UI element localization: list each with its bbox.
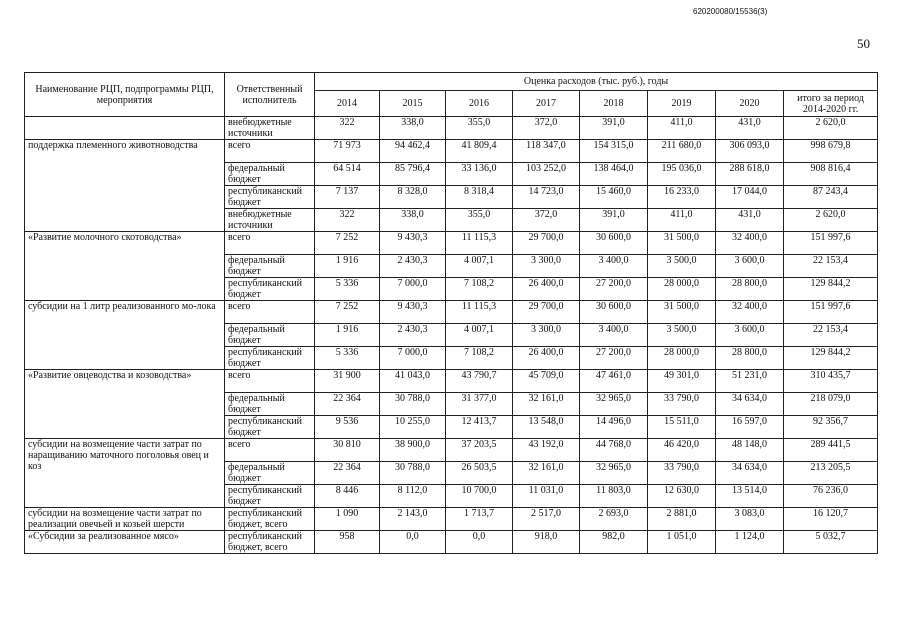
cell-total: 151 997,6 (784, 301, 878, 324)
cell-value: 391,0 (580, 117, 648, 140)
cell-value: 16 597,0 (716, 416, 784, 439)
cell-total: 5 032,7 (784, 531, 878, 554)
cell-total: 87 243,4 (784, 186, 878, 209)
cell-value: 7 252 (315, 232, 380, 255)
cell-value: 288 618,0 (716, 163, 784, 186)
cell-value: 71 973 (315, 140, 380, 163)
cell-value: 8 328,0 (380, 186, 446, 209)
cell-total: 310 435,7 (784, 370, 878, 393)
cell-total: 22 153,4 (784, 324, 878, 347)
cell-value: 3 600,0 (716, 255, 784, 278)
cell-value: 1 051,0 (648, 531, 716, 554)
cell-value: 372,0 (513, 117, 580, 140)
row-source: республиканский бюджет (225, 347, 315, 370)
table-row (25, 117, 878, 140)
table-row (25, 370, 878, 393)
cell-value: 3 500,0 (648, 255, 716, 278)
row-source: республиканский бюджет (225, 278, 315, 301)
cell-value: 118 347,0 (513, 140, 580, 163)
cell-value: 32 161,0 (513, 462, 580, 485)
cell-value: 7 108,2 (446, 347, 513, 370)
cell-value: 16 233,0 (648, 186, 716, 209)
cell-value: 2 143,0 (380, 508, 446, 531)
cell-value: 94 462,4 (380, 140, 446, 163)
cell-value: 2 430,3 (380, 324, 446, 347)
cell-value: 11 115,3 (446, 232, 513, 255)
cell-total: 22 153,4 (784, 255, 878, 278)
cell-value: 85 796,4 (380, 163, 446, 186)
table-row (25, 232, 878, 255)
cell-total: 129 844,2 (784, 347, 878, 370)
cell-value: 411,0 (648, 209, 716, 232)
cell-value: 0,0 (380, 531, 446, 554)
cell-value: 1 090 (315, 508, 380, 531)
cell-value: 30 600,0 (580, 232, 648, 255)
cell-value: 22 364 (315, 462, 380, 485)
header-year: 2020 (716, 91, 784, 117)
cell-value: 22 364 (315, 393, 380, 416)
cell-value: 32 965,0 (580, 462, 648, 485)
cell-total: 151 997,6 (784, 232, 878, 255)
cell-value: 2 517,0 (513, 508, 580, 531)
cell-value: 2 430,3 (380, 255, 446, 278)
cell-value: 31 900 (315, 370, 380, 393)
row-source: всего (225, 301, 315, 324)
cell-value: 28 000,0 (648, 347, 716, 370)
cell-value: 9 536 (315, 416, 380, 439)
header-year: 2014 (315, 91, 380, 117)
cell-value: 38 900,0 (380, 439, 446, 462)
header-year: 2017 (513, 91, 580, 117)
cell-value: 355,0 (446, 209, 513, 232)
cell-value: 11 115,3 (446, 301, 513, 324)
cell-value: 7 137 (315, 186, 380, 209)
row-source: федеральный бюджет (225, 462, 315, 485)
cell-value: 32 965,0 (580, 393, 648, 416)
cell-value: 372,0 (513, 209, 580, 232)
cell-value: 3 300,0 (513, 324, 580, 347)
cell-value: 0,0 (446, 531, 513, 554)
cell-value: 431,0 (716, 209, 784, 232)
cell-total: 16 120,7 (784, 508, 878, 531)
cell-value: 918,0 (513, 531, 580, 554)
header-year: 2018 (580, 91, 648, 117)
cell-value: 3 500,0 (648, 324, 716, 347)
cell-value: 17 044,0 (716, 186, 784, 209)
cell-total: 218 079,0 (784, 393, 878, 416)
cell-value: 11 803,0 (580, 485, 648, 508)
row-name: субсидии на возмещение части затрат по реализации овечьей и козьей шерсти (25, 508, 225, 531)
cell-value: 43 192,0 (513, 439, 580, 462)
cell-value: 13 548,0 (513, 416, 580, 439)
cell-value: 958 (315, 531, 380, 554)
cell-total: 92 356,7 (784, 416, 878, 439)
header-estimate: Оценка расходов (тыс. руб.), годы (315, 73, 878, 91)
cell-value: 41 809,4 (446, 140, 513, 163)
table-row (25, 531, 878, 554)
cell-value: 32 400,0 (716, 232, 784, 255)
row-source: всего (225, 370, 315, 393)
cell-value: 48 148,0 (716, 439, 784, 462)
cell-total: 129 844,2 (784, 278, 878, 301)
cell-value: 45 709,0 (513, 370, 580, 393)
cell-value: 195 036,0 (648, 163, 716, 186)
cell-value: 138 464,0 (580, 163, 648, 186)
page-number: 50 (857, 36, 870, 51)
header-total: итого за период 2014-2020 гг. (784, 91, 878, 117)
row-source: республиканский бюджет (225, 186, 315, 209)
table-row (25, 508, 878, 531)
cell-value: 34 634,0 (716, 462, 784, 485)
cell-value: 28 800,0 (716, 278, 784, 301)
cell-value: 30 600,0 (580, 301, 648, 324)
cell-value: 15 460,0 (580, 186, 648, 209)
cell-value: 982,0 (580, 531, 648, 554)
cell-value: 8 446 (315, 485, 380, 508)
header-year: 2019 (648, 91, 716, 117)
cell-value: 306 093,0 (716, 140, 784, 163)
cell-value: 411,0 (648, 117, 716, 140)
cell-value: 3 600,0 (716, 324, 784, 347)
row-source: федеральный бюджет (225, 393, 315, 416)
cell-value: 26 400,0 (513, 347, 580, 370)
cell-value: 44 768,0 (580, 439, 648, 462)
cell-value: 31 500,0 (648, 301, 716, 324)
cell-value: 26 503,5 (446, 462, 513, 485)
row-source: федеральный бюджет (225, 163, 315, 186)
row-name: «Субсидии за реализованное мясо» (25, 531, 225, 554)
cell-value: 3 400,0 (580, 324, 648, 347)
row-source: всего (225, 140, 315, 163)
row-source: республиканский бюджет, всего (225, 531, 315, 554)
cell-value: 338,0 (380, 117, 446, 140)
cell-value: 32 400,0 (716, 301, 784, 324)
cell-total: 76 236,0 (784, 485, 878, 508)
cell-value: 32 161,0 (513, 393, 580, 416)
header-responsible: Ответственный исполнитель (225, 73, 315, 117)
row-source: федеральный бюджет (225, 255, 315, 278)
cell-total: 213 205,5 (784, 462, 878, 485)
cell-value: 37 203,5 (446, 439, 513, 462)
cell-value: 12 413,7 (446, 416, 513, 439)
cell-value: 2 693,0 (580, 508, 648, 531)
row-name: «Развитие овцеводства и козоводства» (25, 370, 225, 439)
cell-value: 29 700,0 (513, 301, 580, 324)
cell-value: 8 318,4 (446, 186, 513, 209)
row-source: республиканский бюджет (225, 485, 315, 508)
row-name: субсидии на возмещение части затрат по наращиванию маточного поголовья овец и коз (25, 439, 225, 508)
cell-value: 30 788,0 (380, 393, 446, 416)
cell-value: 49 301,0 (648, 370, 716, 393)
cell-value: 3 083,0 (716, 508, 784, 531)
row-name: субсидии на 1 литр реализованного мо-лока (25, 301, 225, 370)
cell-value: 33 790,0 (648, 462, 716, 485)
row-name: поддержка племенного животноводства (25, 140, 225, 232)
cell-value: 12 630,0 (648, 485, 716, 508)
cell-total: 908 816,4 (784, 163, 878, 186)
table-body (25, 117, 878, 554)
cell-value: 14 723,0 (513, 186, 580, 209)
document-id: 620200080/15536(3) (693, 7, 768, 16)
cell-value: 338,0 (380, 209, 446, 232)
cell-value: 46 420,0 (648, 439, 716, 462)
cell-value: 34 634,0 (716, 393, 784, 416)
row-source: федеральный бюджет (225, 324, 315, 347)
cell-value: 7 000,0 (380, 347, 446, 370)
row-name: «Развитие молочного скотоводства» (25, 232, 225, 301)
cell-total: 289 441,5 (784, 439, 878, 462)
cell-value: 10 700,0 (446, 485, 513, 508)
header-year: 2016 (446, 91, 513, 117)
cell-value: 154 315,0 (580, 140, 648, 163)
cell-value: 1 916 (315, 324, 380, 347)
row-source: внебюджетные источники (225, 117, 315, 140)
cell-value: 33 136,0 (446, 163, 513, 186)
cell-value: 1 713,7 (446, 508, 513, 531)
cell-total: 2 620,0 (784, 209, 878, 232)
cell-value: 30 810 (315, 439, 380, 462)
cell-value: 28 000,0 (648, 278, 716, 301)
cell-value: 5 336 (315, 347, 380, 370)
table-row (25, 140, 878, 163)
cell-total: 998 679,8 (784, 140, 878, 163)
cell-value: 7 108,2 (446, 278, 513, 301)
cell-value: 11 031,0 (513, 485, 580, 508)
cell-value: 4 007,1 (446, 255, 513, 278)
cell-value: 322 (315, 117, 380, 140)
row-source: всего (225, 439, 315, 462)
cell-value: 355,0 (446, 117, 513, 140)
cell-value: 41 043,0 (380, 370, 446, 393)
cell-value: 3 300,0 (513, 255, 580, 278)
cell-value: 14 496,0 (580, 416, 648, 439)
cell-value: 211 680,0 (648, 140, 716, 163)
cell-value: 26 400,0 (513, 278, 580, 301)
cell-value: 2 881,0 (648, 508, 716, 531)
cell-value: 4 007,1 (446, 324, 513, 347)
cell-value: 51 231,0 (716, 370, 784, 393)
cell-value: 27 200,0 (580, 347, 648, 370)
row-source: республиканский бюджет (225, 416, 315, 439)
cell-value: 3 400,0 (580, 255, 648, 278)
cell-value: 27 200,0 (580, 278, 648, 301)
cell-value: 1 916 (315, 255, 380, 278)
row-source: всего (225, 232, 315, 255)
cell-value: 391,0 (580, 209, 648, 232)
table-header (25, 73, 878, 117)
cell-value: 33 790,0 (648, 393, 716, 416)
cell-value: 9 430,3 (380, 232, 446, 255)
cell-value: 30 788,0 (380, 462, 446, 485)
table-row (25, 301, 878, 324)
cell-value: 322 (315, 209, 380, 232)
row-source: внебюджетные источники (225, 209, 315, 232)
cell-value: 103 252,0 (513, 163, 580, 186)
cell-value: 9 430,3 (380, 301, 446, 324)
cell-value: 47 461,0 (580, 370, 648, 393)
header-name: Наименование РЦП, подпрограммы РЦП, мероприятия (25, 73, 225, 117)
cell-value: 31 377,0 (446, 393, 513, 416)
cell-total: 2 620,0 (784, 117, 878, 140)
cell-value: 1 124,0 (716, 531, 784, 554)
cell-value: 28 800,0 (716, 347, 784, 370)
cell-value: 43 790,7 (446, 370, 513, 393)
header-year: 2015 (380, 91, 446, 117)
cell-value: 5 336 (315, 278, 380, 301)
cell-value: 29 700,0 (513, 232, 580, 255)
cell-value: 15 511,0 (648, 416, 716, 439)
cell-value: 7 000,0 (380, 278, 446, 301)
budget-table (24, 72, 878, 554)
cell-value: 64 514 (315, 163, 380, 186)
cell-value: 7 252 (315, 301, 380, 324)
cell-value: 431,0 (716, 117, 784, 140)
cell-value: 31 500,0 (648, 232, 716, 255)
cell-value: 8 112,0 (380, 485, 446, 508)
cell-value: 13 514,0 (716, 485, 784, 508)
row-source: республиканский бюджет, всего (225, 508, 315, 531)
cell-value: 10 255,0 (380, 416, 446, 439)
table-row (25, 439, 878, 462)
row-name (25, 117, 225, 140)
